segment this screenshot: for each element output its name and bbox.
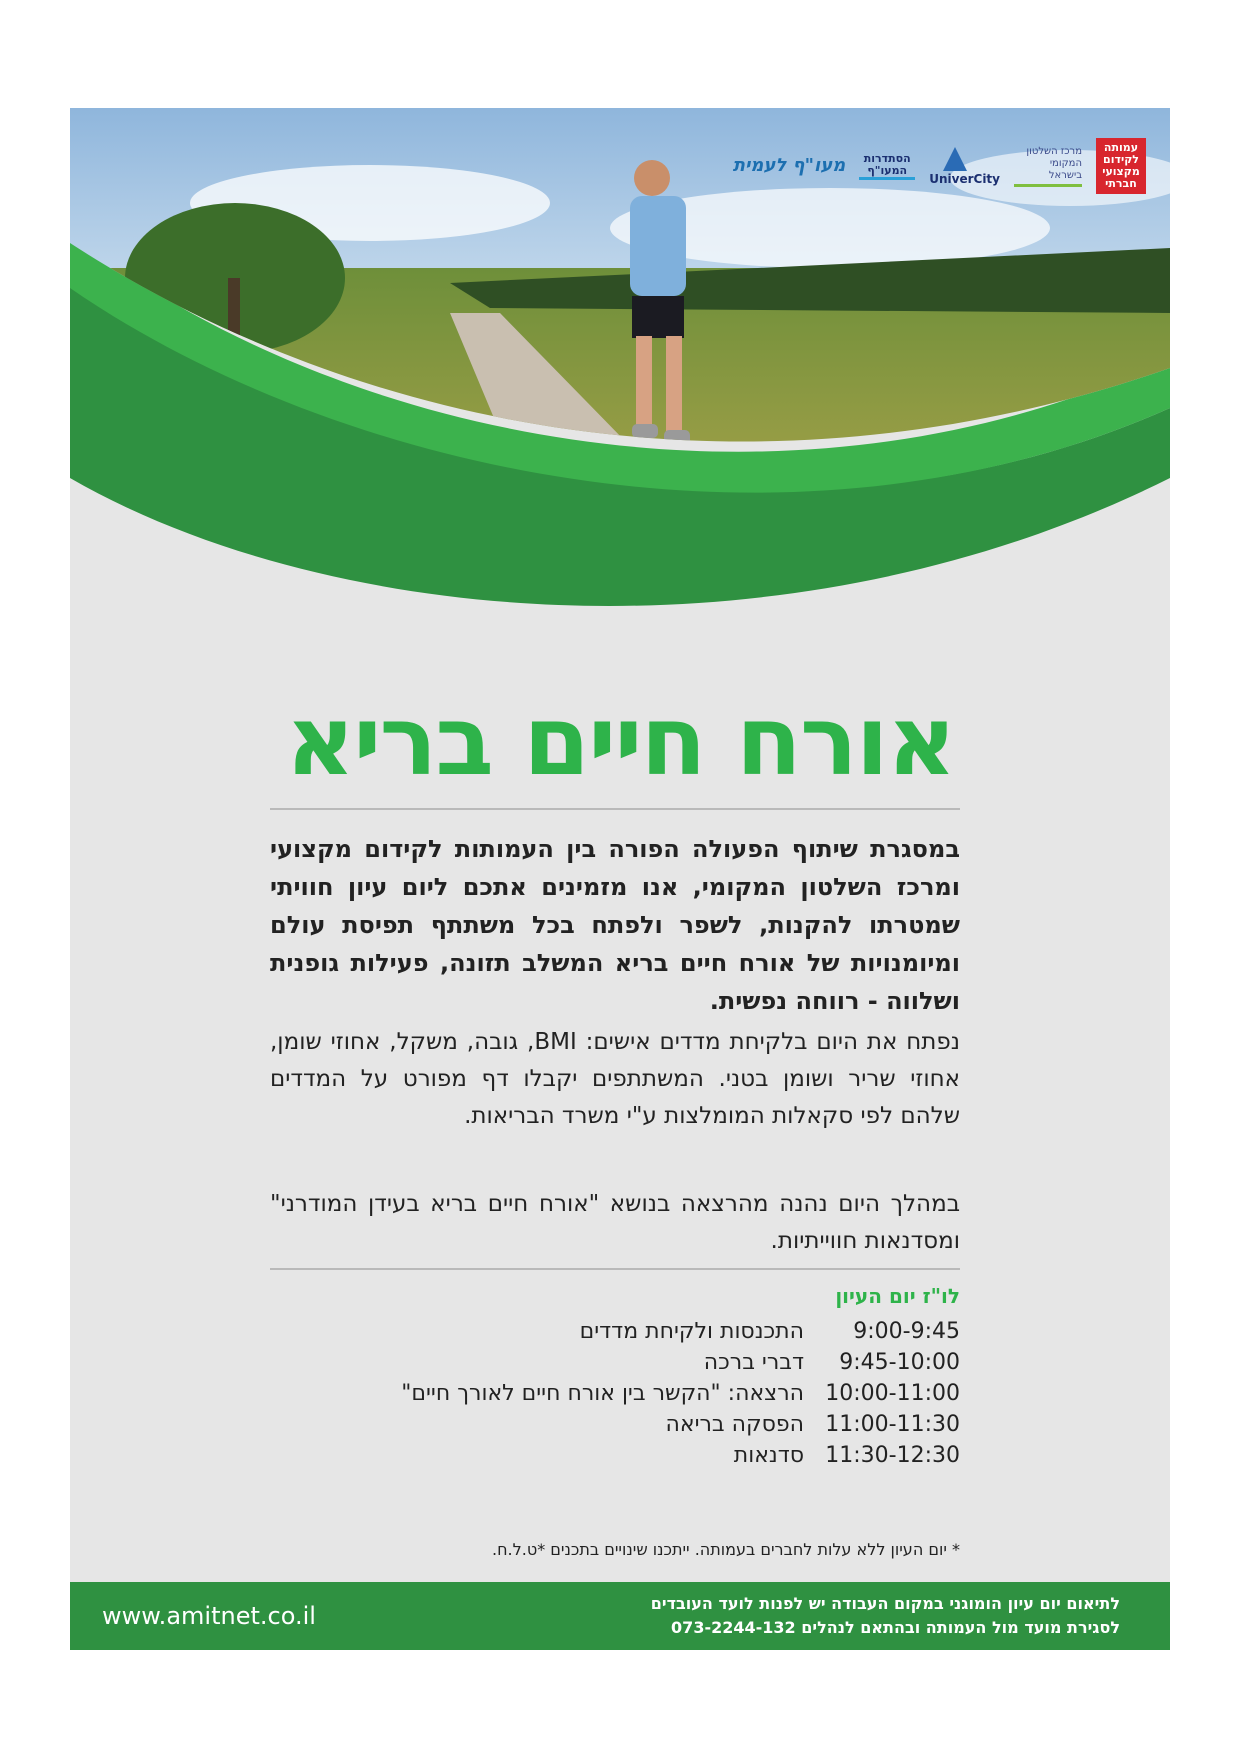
schedule-row	[270, 1440, 960, 1471]
maof-logo: מעו"ף לעמית	[732, 155, 846, 176]
schedule-item: סדנאות	[733, 1443, 804, 1468]
partner-logos	[733, 138, 1146, 194]
schedule-time: 11:30-12:30	[825, 1443, 960, 1468]
schedule-title: לו"ז יום העיון	[835, 1284, 960, 1308]
amuta-logo: עמותה לקידום מקצועי חברתי	[1096, 138, 1146, 194]
univercity-logo: UniverCity	[929, 147, 1000, 185]
divider	[270, 1268, 960, 1270]
footer-bar	[70, 1582, 1170, 1650]
footnote: * יום העיון ללא עלות לחברים בעמותה. ייתכנו שינויים בתכנים *ט.ל.ח.	[492, 1540, 960, 1559]
lecture-paragraph: במהלך היום נהנה מהרצאה בנושא "אורח חיים בריא בעידן המודרני" ומסדנאות חווייתיות.	[270, 1191, 960, 1254]
schedule-item: הפסקה בריאה	[665, 1412, 804, 1437]
website-link[interactable]: www.amitnet.co.il	[102, 1602, 316, 1630]
footer-contact	[651, 1592, 1120, 1640]
histadrut-logo: הסתדרות המעו"ף	[859, 153, 915, 180]
schedule-time: 9:00-9:45	[853, 1319, 960, 1344]
divider	[270, 808, 960, 810]
schedule-item: דברי ברכה	[703, 1350, 804, 1375]
footer-line-2: לסגירת מועד מול העמותה ובהתאם לנהלים 073-2244-132	[671, 1618, 1120, 1637]
schedule-time: 10:00-11:00	[825, 1381, 960, 1406]
schedule-list	[270, 1316, 960, 1471]
page-title: אורח חיים בריא	[285, 685, 955, 797]
schedule-item: הרצאה: "הקשר בין אורח חיים לאורך חיים"	[401, 1381, 804, 1406]
footer-line-1: לתיאום יום עיון הומוגני במקום העבודה יש לפנות לועד העובדים	[650, 1594, 1120, 1613]
schedule-row	[270, 1378, 960, 1409]
schedule-time: 9:45-10:00	[839, 1350, 960, 1375]
poster	[70, 108, 1170, 1650]
schedule-row	[270, 1347, 960, 1378]
schedule-item: התכנסות ולקיחת מדדים	[579, 1319, 804, 1344]
measurements-paragraph: נפתח את היום בלקיחת מדדים אישים: BMI, גובה, משקל, אחוזי שומן, אחוזי שריר ושומן בטני. המשתתפים יקבלו דף מפורט על המדדים שלהם לפי סקאלות המומלצות ע"י משרד הבריאות.	[270, 1029, 960, 1129]
schedule-row	[270, 1409, 960, 1440]
schedule-time: 11:00-11:30	[825, 1412, 960, 1437]
intro-paragraph: במסגרת שיתוף הפעולה הפורה בין העמותות לקידום מקצועי ומרכז השלטון המקומי, אנו מזמינים אתכם ליום עיון חוויתי שמטרתו להקנות, לשפר ולפתח בכל משתתף תפיסת עולם ומיומנויות של אורח חיים בריא המשלב תזונה, פעילות גופנית ושלווה - רווחה נפשית.	[270, 835, 960, 1015]
schedule-row	[270, 1316, 960, 1347]
merkaz-logo: מרכז השלטון המקומי בישראל	[1014, 146, 1082, 187]
